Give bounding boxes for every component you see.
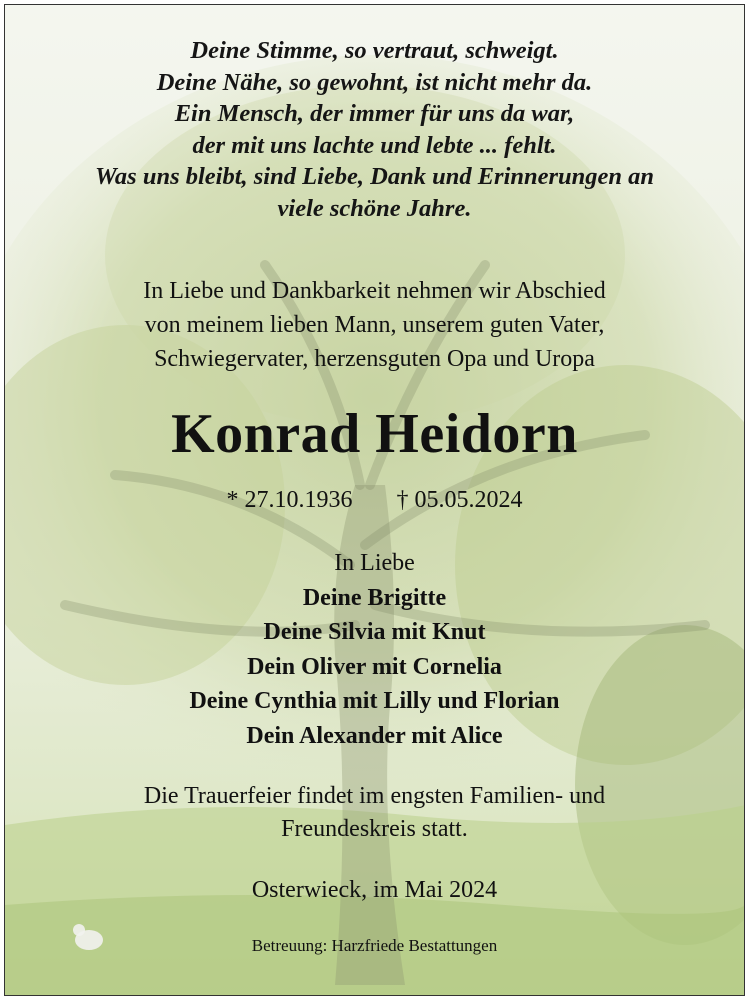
mourner-entry: Deine Brigitte xyxy=(302,584,447,611)
funeral-home-credit: Betreuung: Harzfriede Bestattungen xyxy=(251,936,498,955)
farewell-intro xyxy=(5,274,744,376)
death-date: † 05.05.2024 xyxy=(396,487,523,513)
memorial-verse xyxy=(5,35,744,224)
obituary-card xyxy=(4,4,745,996)
funeral-notice xyxy=(5,780,744,846)
mourners-list xyxy=(5,546,744,753)
verse-line: viele schöne Jahre. xyxy=(277,194,472,222)
mourner-entry: Deine Cynthia mit Lilly und Florian xyxy=(189,688,560,714)
verse-line: Ein Mensch, der immer für uns da war, xyxy=(174,100,575,127)
verse-line: der mit uns lachte und lebte ... fehlt. xyxy=(192,131,557,159)
mourner-entry: Dein Alexander mit Alice xyxy=(246,722,503,749)
verse-line: Was uns bleibt, sind Liebe, Dank und Erinnerungen an xyxy=(94,163,655,190)
intro-line: In Liebe und Dankbarkeit nehmen wir Abschied xyxy=(143,278,606,304)
verse-line: Deine Nähe, so gewohnt, ist nicht mehr da. xyxy=(156,68,593,96)
intro-line: von meinem lieben Mann, unserem guten Vater, xyxy=(144,312,605,338)
mourner-entry: Deine Silvia mit Knut xyxy=(263,619,486,645)
intro-line: Schwiegervater, herzensguten Opa und Uropa xyxy=(154,346,595,372)
funeral-line: Freundeskreis statt. xyxy=(281,816,468,842)
obituary-content xyxy=(5,5,744,995)
birth-date: * 27.10.1936 xyxy=(226,487,353,513)
deceased-name: Konrad Heidorn xyxy=(171,403,578,465)
funeral-line: Die Trauerfeier findet im engsten Familien- und xyxy=(143,783,606,809)
mourners-lead: In Liebe xyxy=(334,550,415,576)
mourner-entry: Dein Oliver mit Cornelia xyxy=(247,653,502,680)
life-dates xyxy=(5,485,744,515)
verse-line: Deine Stimme, so vertraut, schweigt. xyxy=(190,37,559,64)
place-and-date: Osterwieck, im Mai 2024 xyxy=(251,877,498,903)
